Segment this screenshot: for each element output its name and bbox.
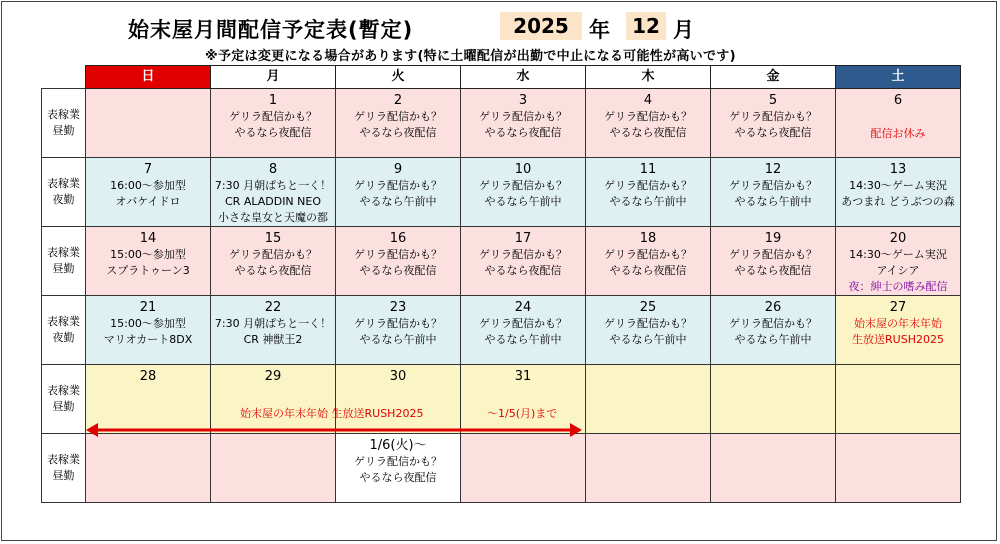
day-number (586, 365, 710, 368)
day-number: 17 (514, 231, 532, 246)
day-cell (586, 365, 711, 434)
day-number: 1/6(火)～ (369, 438, 427, 453)
week-row (42, 296, 961, 365)
day-cell (336, 89, 461, 158)
event-line: やるなら午前中 (484, 195, 562, 208)
day-cell (836, 365, 961, 434)
rush-span-arrow (86, 420, 582, 440)
day-number: 8 (268, 162, 278, 177)
day-number: 5 (768, 93, 778, 108)
day-number: 21 (139, 300, 157, 315)
week-row (42, 89, 961, 158)
day-number: 10 (514, 162, 532, 177)
day-number: 3 (518, 93, 528, 108)
event-line: ゲリラ配信かも？ (729, 317, 817, 330)
day-number (711, 365, 835, 368)
arrow-head-left (86, 423, 98, 437)
day-number: 29 (264, 369, 282, 384)
event-line: 小さな皇女と天魔の都 (218, 211, 328, 224)
day-number (711, 434, 835, 437)
event-line: 15:00～参加型 (110, 317, 186, 330)
event-line: やるなら午前中 (609, 195, 687, 208)
weekday-wed: 水 (461, 66, 586, 89)
event-line: 14:30～ゲーム実況 (849, 248, 947, 261)
day-number: 1 (268, 93, 278, 108)
shift-label-line: 表稼業 (47, 384, 80, 397)
week-row (42, 227, 961, 296)
rush-banner-text: 始末屋の年末年始 生放送RUSH2025 (240, 407, 424, 420)
event-line: 15:00～参加型 (110, 248, 186, 261)
event-line: やるなら夜配信 (484, 264, 562, 277)
day-cell (711, 158, 836, 227)
day-cell (461, 227, 586, 296)
shift-label-line: 昼勤 (52, 124, 75, 137)
event-line: やるなら夜配信 (359, 471, 437, 484)
day-number: 14 (139, 231, 157, 246)
day-number: 30 (389, 369, 407, 384)
shift-label-line: 昼勤 (52, 262, 75, 275)
event-line: 7:30 月朝ぱちと一く！ (214, 317, 332, 330)
day-number: 12 (764, 162, 782, 177)
event-line: やるなら夜配信 (234, 126, 312, 139)
day-cell (211, 227, 336, 296)
day-number: 2 (393, 93, 403, 108)
event-line: ゲリラ配信かも？ (729, 248, 817, 261)
event-line: やるなら午前中 (609, 333, 687, 346)
day-cell (336, 434, 461, 503)
day-number: 16 (389, 231, 407, 246)
event-line: CR ALADDIN NEO (225, 195, 321, 208)
day-cell (586, 296, 711, 365)
day-cell (461, 296, 586, 365)
shift-label-line: 昼勤 (52, 469, 75, 482)
weekday-sun: 日 (86, 66, 211, 89)
day-number: 22 (264, 300, 282, 315)
event-line: オバケイドロ (115, 195, 181, 208)
day-cell (86, 296, 211, 365)
day-cell (711, 227, 836, 296)
event-line: やるなら夜配信 (359, 264, 437, 277)
day-number: 23 (389, 300, 407, 315)
shift-label (42, 434, 86, 503)
event-line: やるなら夜配信 (609, 126, 687, 139)
event-line: 配信お休み (870, 127, 926, 140)
event-line: スプラトゥーン3 (106, 264, 190, 277)
event-line: やるなら午前中 (734, 195, 812, 208)
year-value: 2025 (500, 12, 582, 40)
shift-label (42, 296, 86, 365)
day-cell (461, 89, 586, 158)
shift-label (42, 365, 86, 434)
day-cell (711, 296, 836, 365)
day-number: 15 (264, 231, 282, 246)
day-number: 31 (514, 369, 532, 384)
weekday-mon: 月 (211, 66, 336, 89)
event-line: 16:00～参加型 (110, 179, 186, 192)
day-cell (711, 365, 836, 434)
event-line: ゲリラ配信かも？ (604, 110, 692, 123)
day-cell (836, 158, 961, 227)
day-cell (86, 158, 211, 227)
day-cell (336, 296, 461, 365)
day-cell (86, 434, 211, 503)
day-cell (211, 434, 336, 503)
day-number: 18 (639, 231, 657, 246)
day-cell (711, 434, 836, 503)
page-title: 始末屋月間配信予定表(暫定) (128, 18, 414, 42)
event-line: ゲリラ配信かも？ (479, 248, 567, 261)
event-line: やるなら夜配信 (484, 126, 562, 139)
weekday-header-row (42, 66, 961, 89)
day-cell (586, 227, 711, 296)
schedule-note: ※予定は変更になる場合があります(特に土曜配信が出勤で中止になる可能性が高いです) (205, 49, 736, 64)
event-line: 7:30 月朝ぱちと一く！ (214, 179, 332, 192)
weekday-sat: 土 (836, 66, 961, 89)
day-cell (836, 296, 961, 365)
weekday-thu: 木 (586, 66, 711, 89)
shift-label-line: 表稼業 (47, 108, 80, 121)
day-number: 26 (764, 300, 782, 315)
day-cell (836, 227, 961, 296)
rush-end-text: ～1/5(月)まで (487, 407, 558, 420)
event-line: やるなら夜配信 (734, 264, 812, 277)
day-number: 27 (889, 300, 907, 315)
event-line: やるなら午前中 (484, 333, 562, 346)
day-number: 11 (639, 162, 657, 177)
week-row (42, 158, 961, 227)
day-cell (836, 89, 961, 158)
event-line: 14:30～ゲーム実況 (849, 179, 947, 192)
event-line: ゲリラ配信かも？ (229, 110, 317, 123)
event-line: やるなら夜配信 (359, 126, 437, 139)
day-cell (836, 434, 961, 503)
month-label: 月 (673, 18, 694, 42)
event-line: ゲリラ配信かも？ (729, 110, 817, 123)
event-line: ゲリラ配信かも？ (604, 179, 692, 192)
shift-label (42, 89, 86, 158)
year-label: 年 (589, 18, 610, 42)
event-line: 生放送RUSH2025 (852, 333, 944, 346)
day-number: 28 (139, 369, 157, 384)
weekday-fri: 金 (711, 66, 836, 89)
day-number: 4 (643, 93, 653, 108)
event-line: ゲリラ配信かも？ (479, 179, 567, 192)
shift-label-line: 表稼業 (47, 453, 80, 466)
event-line: あつまれ どうぶつの森 (841, 195, 955, 208)
day-cell (211, 296, 336, 365)
event-line: ゲリラ配信かも？ (354, 317, 442, 330)
event-line: ゲリラ配信かも？ (354, 455, 442, 468)
day-number: 19 (764, 231, 782, 246)
event-line: ゲリラ配信かも？ (604, 317, 692, 330)
day-number: 13 (889, 162, 907, 177)
day-number (836, 434, 960, 437)
event-line: ゲリラ配信かも？ (354, 179, 442, 192)
day-number: 24 (514, 300, 532, 315)
day-number (836, 365, 960, 368)
day-number (586, 434, 710, 437)
event-line: ゲリラ配信かも？ (479, 317, 567, 330)
shift-label (42, 158, 86, 227)
event-line: やるなら午前中 (359, 333, 437, 346)
event-line: 夜：紳士の嗜み配信 (848, 280, 948, 293)
day-number: 7 (143, 162, 153, 177)
arrow-head-right (570, 423, 582, 437)
event-line: やるなら夜配信 (234, 264, 312, 277)
day-cell (586, 89, 711, 158)
month-value: 12 (626, 12, 666, 40)
day-cell (211, 158, 336, 227)
event-line: ゲリラ配信かも？ (354, 248, 442, 261)
event-line: マリオカート8DX (103, 333, 193, 346)
day-number: 20 (889, 231, 907, 246)
day-cell (461, 434, 586, 503)
event-line: ゲリラ配信かも？ (729, 179, 817, 192)
day-number (86, 89, 210, 92)
event-line: やるなら午前中 (359, 195, 437, 208)
event-line: ゲリラ配信かも？ (604, 248, 692, 261)
day-cell (86, 227, 211, 296)
event-line: 始末屋の年末年始 (854, 317, 942, 330)
day-cell (586, 158, 711, 227)
shift-label-line: 夜勤 (52, 331, 75, 344)
shift-label-line: 表稼業 (47, 246, 80, 259)
event-line: CR 神獣王2 (243, 333, 303, 346)
day-number: 25 (639, 300, 657, 315)
weekday-tue: 火 (336, 66, 461, 89)
day-cell (86, 89, 211, 158)
shift-label-line: 表稼業 (47, 177, 80, 190)
shift-label-line: 夜勤 (52, 193, 75, 206)
day-cell (336, 227, 461, 296)
day-number: 9 (393, 162, 403, 177)
day-number: 6 (893, 93, 903, 108)
shift-label-line: 表稼業 (47, 315, 80, 328)
shift-label (42, 227, 86, 296)
day-cell (711, 89, 836, 158)
event-line: ゲリラ配信かも？ (354, 110, 442, 123)
day-cell (586, 434, 711, 503)
day-cell (336, 158, 461, 227)
shift-label-line: 昼勤 (52, 400, 75, 413)
header-corner (42, 66, 86, 89)
day-cell (461, 158, 586, 227)
event-line: アイシア (876, 264, 920, 277)
event-line: やるなら夜配信 (734, 126, 812, 139)
event-line: やるなら夜配信 (609, 264, 687, 277)
event-line: ゲリラ配信かも？ (479, 110, 567, 123)
event-line: やるなら午前中 (734, 333, 812, 346)
week-row (42, 434, 961, 503)
day-cell (211, 89, 336, 158)
event-line: ゲリラ配信かも？ (229, 248, 317, 261)
